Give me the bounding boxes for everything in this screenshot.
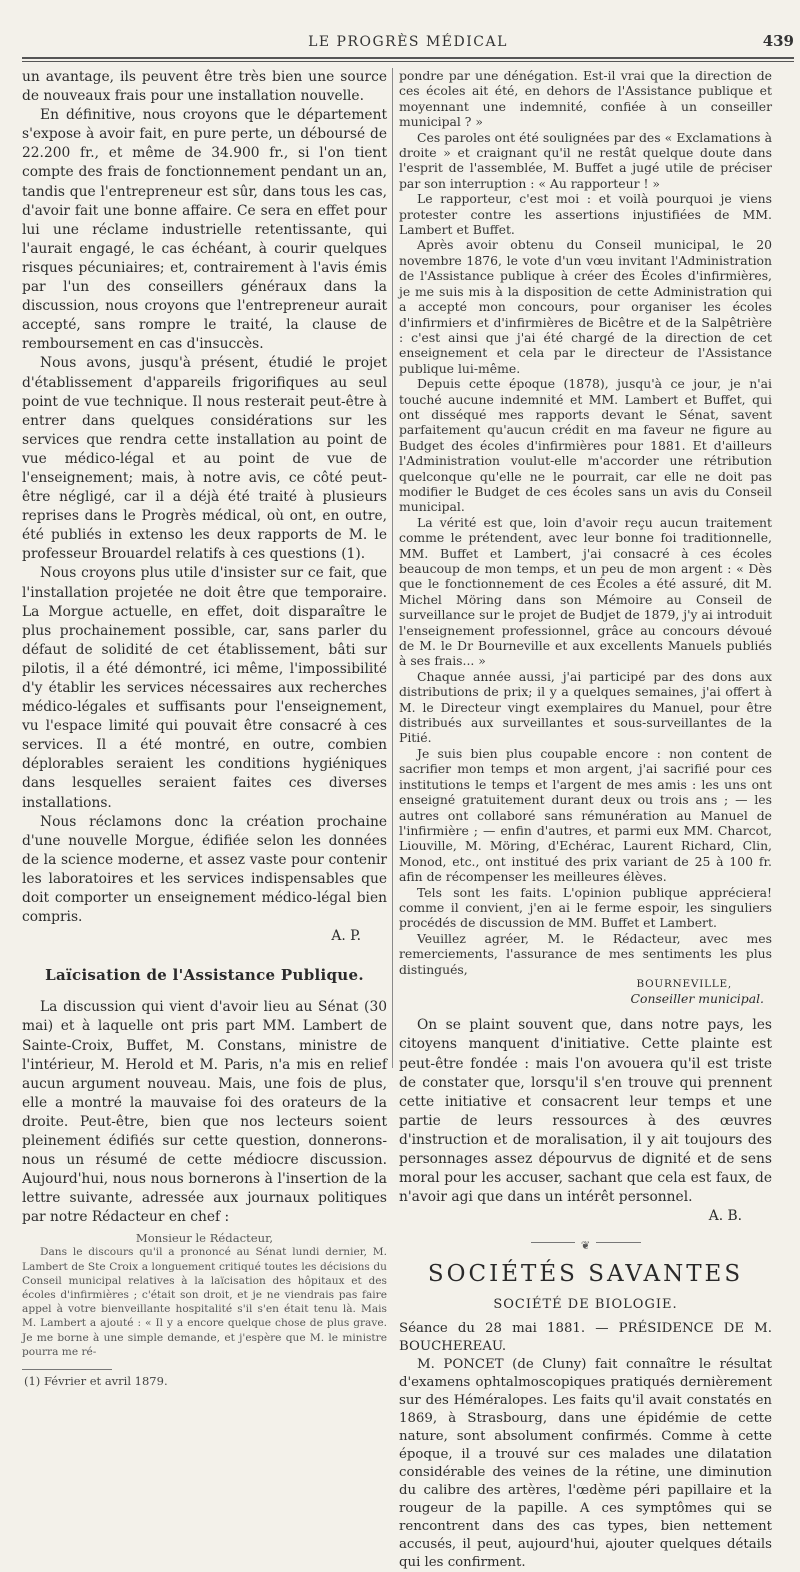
- society-subtitle: SOCIÉTÉ DE BIOLOGIE.: [493, 1297, 678, 1313]
- signature-role: Conseiller municipal.: [630, 990, 764, 1006]
- ornament-icon: ❦: [575, 1239, 596, 1252]
- paragraph: On se plaint souvent que, dans notre pays, les citoyens manquent d'initiative. Cette plainte est peut-être fondée : mais l'on avouera qu'il est triste de constater que, lorsqu'il s'en trouve qui prennent cette initiative et consacrent leur temps et une partie de leurs ressources à des œuvres d'instruction et de moralisation, il y ait toujours des personnages assez dépourvus de dignité et de sens moral pour les accuser, sachant que cela est faux, de n'avoir agi que dans un intérêt personnel.: [399, 1017, 772, 1206]
- article-signature: A. B.: [708, 1208, 742, 1225]
- letter-paragraph: pondre par une dénégation. Est-il vrai que la direction de ces écoles ait été, en dehors de l'Assistance publique et moyennant une indemnité, confiée à un conseiller municipal ? »: [399, 68, 772, 130]
- header-rule-thin: [22, 61, 794, 62]
- letter-paragraph: Après avoir obtenu du Conseil municipal, le 20 novembre 1876, le vote d'un vœu invitant l'Administration de l'Assistance publique à créer des Écoles d'infirmières, je me suis mis à la disposition de cette Administration qui a accepté mon concours, pour organiser les écoles d'infirmiers et d'infirmières de Bicêtre et de la Salpêtrière : c'est ainsi que j'ai été chargé de la direction de cet enseignement et cela par le directeur de l'Assistance publique lui-même.: [399, 237, 772, 376]
- signature-name: BOURNEVILLE,: [636, 977, 732, 990]
- section-heading: Laïcisation de l'Assistance Publique.: [45, 966, 364, 985]
- footnote: (1) Février et avril 1879.: [24, 1374, 168, 1389]
- paragraph: La discussion qui vient d'avoir lieu au Sénat (30 mai) et à laquelle ont pris part MM. Lambert de Sainte-Croix, Buffet, M. Constans, ministre de l'intérieur, M. Herold et M. Paris, n'a mis en relief aucun argument nouveau. Mais, une fois de plus, elle a montré la mauvaise foi des orateurs de la droite. Peut-être, bien que nos lecteurs soient pleinement édifiés sur cette question, donnerons-nous un résumé de cette médiocre discussion. Aujourd'hui, nous nous bornerons à l'insertion de la lettre suivante, adressée aux journaux politiques par notre Rédacteur en chef :: [22, 999, 387, 1226]
- letter-paragraph: Depuis cette époque (1878), jusqu'à ce jour, je n'ai touché aucune indemnité et MM. Lambert et Buffet, qui ont disséqué mes rapports devant le Sénat, savent parfaitement qu'aucun crédit en ma faveur ne figure au Budget des écoles d'infirmières pour 1881. Et d'ailleurs l'Administration voulut-elle m'accorder une rétribution quelconque qu'elle ne le pourrait, car elle ne doit pas modifier le Budget de ces écoles sans un avis du Conseil municipal.: [399, 376, 772, 515]
- running-head: LE PROGRÈS MÉDICAL: [308, 34, 508, 50]
- letter-paragraph: Je suis bien plus coupable encore : non content de sacrifier mon temps et mon argent, j'ai sacrifié pour ces institutions le temps et l'argent de mes amis : les uns ont enseigné gratuitement durant deux ou trois ans ; — les autres ont collaboré sans rémunération au Manuel de l'infirmière ; — enfin d'autres, et parmi eux MM. Charcot, Liouville, M. Möring, d'Echérac, Laurent Richard, Clin, Monod, etc., ont institué des prix variant de 25 à 100 fr. afin de récompenser les meilleures élèves.: [399, 745, 772, 885]
- paragraph: Nous croyons plus utile d'insister sur ce fait, que l'installation projetée ne doit être que temporaire. La Morgue actuelle, en effet, doit disparaître le plus prochainement possible, car, sans parler du défaut de solidité de cet établissement, bâti sur pilotis, il a été démontré, ici même, l'impossibilité d'y établir les services nécessaires aux recherches médico-légales et suffisants pour l'enseignement, vu l'espace limité qui pouvait être consacré à ces services. Il a été montré, en outre, combien déplorables seraient les conditions hygiéniques dans lesquelles seraient faites ces diverses installations.: [22, 565, 387, 811]
- paragraph: Nous avons, jusqu'à présent, étudié le projet d'établissement d'appareils frigorifiques au seul point de vue technique. Il nous resterait peut-être à entrer dans quelques considérations sur les services que rendra cette installation au point de vue médico-légal et au point de vue de l'enseignement; mais, à notre avis, ce côté peut-être négligé, car il a déjà été traité à plusieurs reprises dans le Progrès médical, où ont, en outre, été publiés in extenso les deux rapports de M. le professeur Brouardel relatifs à ces questions (1).: [22, 355, 387, 563]
- letter-salutation: Monsieur le Rédacteur,: [135, 1231, 274, 1246]
- paragraph: M. PONCET (de Cluny) fait connaître le résultat d'examens ophtalmoscopiques pratiqués dernièrement sur des Héméralopes. Les faits qu'il avait constatés en 1869, à Strasbourg, dans une épidémie de cette nature, sont absolument confirmés. Comme à cette époque, il a trouvé sur ces malades une dilatation considérable des veines de la rétine, une diminution du calibre des artères, l'œdème péri papillaire et la rougeur de la papille. A ces symptômes qui se rencontrent dans des cas types, bien nettement accusés, il peut, aujourd'hui, ajouter quelques détails qui les confirment.: [399, 1357, 772, 1571]
- letter-paragraph: Le rapporteur, c'est moi : et voilà pourquoi je viens protester contre les assertions injustifiées de MM. Lambert et Buffet.: [399, 191, 772, 238]
- page-header: [22, 32, 794, 58]
- letter-paragraph: Chaque année aussi, j'ai participé par des dons aux distributions de prix; il y a quelques semaines, j'ai offert à M. le Directeur vingt exemplaires du Manuel, pour être distribués aux surveillantes et sous-surveillantes de la Pitié.: [399, 668, 772, 746]
- left-column: [22, 68, 387, 1388]
- letter-paragraph: Ces paroles ont été soulignées par des « Exclamations à droite » et craignant qu'il ne restât quelque doute dans l'esprit de l'assemblée, M. Buffet a jugé utile de préciser par son interruption : « Au rapporteur ! »: [399, 129, 772, 191]
- letter-paragraph: Tels sont les faits. L'opinion publique appréciera! comme il convient, j'en ai le ferme espoir, les singuliers procédés de discussion de MM. Buffet et Lambert.: [399, 884, 772, 931]
- right-column: [399, 68, 772, 1572]
- footnote-rule: [22, 1369, 112, 1370]
- page-number: 439: [762, 32, 794, 50]
- column-divider: [392, 68, 393, 1068]
- letter-paragraph: Veuillez agréer, M. le Rédacteur, avec mes remerciements, l'assurance de mes sentiments les plus distingués,: [399, 930, 772, 977]
- section-title: SOCIÉTÉS SAVANTES: [427, 1261, 744, 1288]
- paragraph: un avantage, ils peuvent être très bien une source de nouveaux frais pour une installation nouvelle.: [22, 69, 387, 105]
- letter-paragraph: Dans le discours qu'il a prononcé au Sénat lundi dernier, M. Lambert de Ste Croix a longuement critiqué toutes les décisions du Conseil municipal relatives à la laïcisation des hôpitaux et des écoles d'infirmières ; c'était son droit, et je ne viendrais pas faire appel à votre bienveillante hospitalité s'il s'en était tenu là. Mais M. Lambert a ajouté : « Il y a encore quelque chose de plus grave. Je me borne à une simple demande, et j'espère que M. le ministre pourra me ré-: [22, 1246, 387, 1358]
- paragraph: Nous réclamons donc la création prochaine d'une nouvelle Morgue, édifiée selon les données de la science moderne, et assez vaste pour contenir les laboratoires et les services indispensables que doit comporter un enseignement médico-légal bien compris.: [22, 813, 387, 926]
- ornamental-rule: [531, 1239, 641, 1253]
- seance-line: Séance du 28 mai 1881. — PRÉSIDENCE DE M. BOUCHEREAU.: [399, 1321, 772, 1355]
- article-signature: A. P.: [331, 928, 361, 945]
- header-rule: [22, 57, 794, 59]
- paragraph: En définitive, nous croyons que le département s'expose à avoir fait, en pure perte, un déboursé de 22.200 fr., et même de 34.900 fr., si l'on tient compte des frais de fonctionnement pendant un an, tandis que l'entrepreneur est sûr, dans tous les cas, d'avoir fait une bonne affaire. Ce sera en effet pour lui une réclame industrielle retentissante, qui l'aurait engagé, le cas échéant, à courir quelques risques pécuniaires; et, contrairement à l'avis émis par l'un des conseillers généraux dans la discussion, nous croyons que l'entrepreneur aurait accepté, sans rompre le traité, la clause de remboursement en cas d'insuccès.: [22, 107, 387, 353]
- letter-paragraph: La vérité est que, loin d'avoir reçu aucun traitement comme le prétendent, avec leur bonne foi traditionnelle, MM. Buffet et Lambert, j'ai consacré à ces écoles beaucoup de mon temps, et un peu de mon argent : « Dès que le fonctionnement de ces Écoles a été assuré, dit M. Michel Möring dans son Mémoire au Conseil de surveillance sur le projet de Budjet de 1879, j'y ai introduit l'enseignement professionnel, grâce au concours dévoué de M. le Dr Bourneville et aux excellents Manuels publiés à ses frais... »: [399, 514, 772, 669]
